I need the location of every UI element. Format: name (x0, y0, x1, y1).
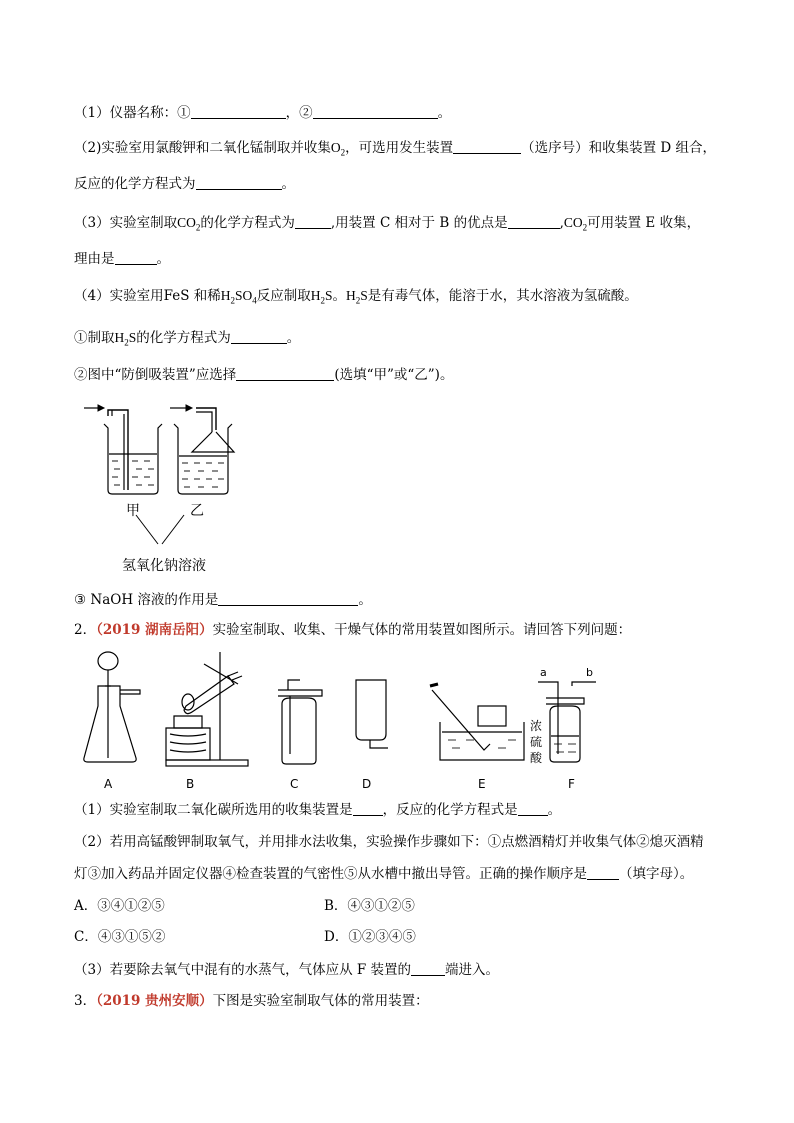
option-b[interactable]: B．④③①②⑤ (324, 898, 415, 914)
apparatus-label: C (290, 777, 299, 791)
answer-blank[interactable] (508, 214, 560, 229)
text: 。 (332, 288, 347, 304)
text: （2）若用高锰酸钾制取氧气，并用排水法收集，实验操作步骤如下：①点燃酒精灯并收集气体②熄灭酒精 (74, 834, 704, 850)
text: , (559, 215, 564, 231)
answer-blank[interactable] (518, 801, 548, 816)
text: ，② (285, 105, 313, 121)
acid-label: 浓 (530, 719, 543, 733)
answer-blank[interactable] (295, 214, 331, 229)
answer-blank[interactable] (218, 591, 358, 606)
text: 端进入。 (445, 962, 500, 978)
answer-blank[interactable] (411, 961, 445, 976)
text: ，反应的化学方程式是 (382, 802, 518, 818)
text: （3）实验室制取 (74, 215, 178, 231)
answer-blank[interactable] (587, 865, 619, 880)
text: ，可选用发生装置 (345, 140, 454, 156)
text: （1）仪器名称：① (74, 105, 191, 121)
text: 。 (286, 330, 301, 346)
answer-blank[interactable] (231, 329, 287, 344)
text: ,用装置 C 相对于 B 的优点是 (330, 215, 508, 231)
figure-caption: 氢氧化钠溶液 (122, 558, 206, 574)
apparatus-figure (78, 646, 618, 794)
q1-part3 (74, 213, 700, 238)
apparatus-label: F (568, 777, 575, 791)
text: ③ NaOH 溶液的作用是 (74, 592, 219, 608)
q1-part3-line2 (74, 249, 170, 269)
text: 。 (281, 176, 295, 192)
text: (选填“甲”或“乙”)。 (334, 367, 454, 383)
text: （选序号）和收集装置 D 组合， (521, 140, 717, 156)
apparatus-f (538, 682, 596, 762)
question-number: 3． (74, 993, 97, 1009)
text: 反应制取 (256, 288, 311, 304)
label-jia: 甲 (126, 503, 140, 519)
q1-part1 (74, 103, 451, 123)
apparatus-label: E (478, 777, 486, 791)
formula: $CO_2$ (563, 215, 588, 233)
q3-stem (74, 991, 429, 1011)
answer-blank[interactable] (115, 250, 157, 265)
acid-label: 硫 (530, 735, 543, 749)
text: 反应的化学方程式为 (74, 176, 196, 192)
q1-part5 (74, 328, 300, 353)
text: ②图中“防倒吸装置”应选择 (74, 367, 237, 383)
text: 灯③加入药品并固定仪器④检查装置的气密性⑤从水槽中撤出导管。正确的操作顺序是 (74, 866, 587, 882)
text: 。 (547, 802, 562, 818)
text: （1）实验室制取二氧化碳所选用的收集装置是 (74, 802, 353, 818)
anti-suckback-figure (78, 398, 278, 578)
q1-part7 (74, 590, 372, 610)
apparatus-e (430, 684, 524, 760)
q1-part2-line2 (74, 174, 295, 194)
q1-part4 (74, 286, 638, 311)
text: 是有毒气体，能溶于水，其水溶液为氢硫酸。 (367, 288, 638, 304)
apparatus-b (166, 652, 248, 766)
answer-blank[interactable] (453, 139, 521, 154)
formula: $CO_2$ (177, 215, 201, 233)
option-a[interactable]: A．③④①②⑤ (74, 898, 165, 914)
question-stem: 下图是实验室制取气体的常用装置： (212, 993, 429, 1009)
q2-sub3 (74, 960, 499, 980)
apparatus-a (84, 652, 140, 762)
apparatus-label: D (362, 777, 372, 791)
apparatus-c (278, 680, 322, 764)
text: 的化学方程式为 (200, 215, 295, 231)
beaker-jia (104, 410, 162, 494)
q2-sub1 (74, 800, 561, 820)
acid-label: 酸 (530, 751, 543, 765)
q2-sub2-line2 (74, 864, 693, 884)
option-c[interactable]: C．④③①⑤② (74, 929, 166, 945)
formula: $H_2S$ (114, 330, 137, 348)
pointer-lines (136, 515, 184, 544)
formula: $H_2S$ (346, 288, 368, 306)
text: （4）实验室用FeS 和稀 (74, 288, 221, 304)
label-yi: 乙 (190, 503, 204, 519)
apparatus-label: A (104, 777, 113, 791)
formula: $O_2$ (330, 140, 346, 158)
q2-sub2-line1 (74, 832, 704, 852)
port-b-label: b (586, 666, 593, 679)
q1-part2 (74, 138, 716, 163)
question-number: 2． (74, 622, 97, 638)
option-d[interactable]: D．①②③④⑤ (324, 929, 416, 945)
arrow-icon (84, 405, 192, 411)
answer-blank[interactable] (191, 104, 286, 119)
text: ①制取 (74, 330, 115, 346)
q2-stem (74, 620, 631, 640)
text: 。 (437, 105, 452, 121)
text: （2)实验室用氯酸钾和二氧化锰制取并收集 (74, 140, 331, 156)
formula: $H_2S$ (310, 288, 333, 306)
answer-blank[interactable] (353, 801, 383, 816)
apparatus-label: B (186, 777, 195, 791)
beaker-yi (174, 408, 234, 494)
answer-blank[interactable] (196, 175, 282, 190)
formula: $H_2SO_4$ (220, 288, 257, 306)
question-source: （2019 贵州安顺） (96, 993, 213, 1009)
question-stem: 实验室制取、收集、干燥气体的常用装置如图所示。请回答下列问题： (212, 622, 632, 638)
apparatus-d (356, 680, 388, 748)
answer-blank[interactable] (236, 366, 334, 381)
q1-part6 (74, 365, 453, 385)
text: 的化学方程式为 (136, 330, 231, 346)
answer-blank[interactable] (313, 104, 438, 119)
question-source: （2019 湖南岳阳） (96, 622, 213, 638)
text: 可用装置 E 收集， (587, 215, 701, 231)
text: （填字母）。 (619, 866, 694, 882)
text: 理由是 (74, 251, 115, 267)
text: （3）若要除去氧气中混有的水蒸气，气体应从 F 装置的 (74, 962, 412, 978)
text: 。 (156, 251, 170, 267)
port-a-label: a (540, 666, 547, 679)
text: 。 (358, 592, 372, 608)
